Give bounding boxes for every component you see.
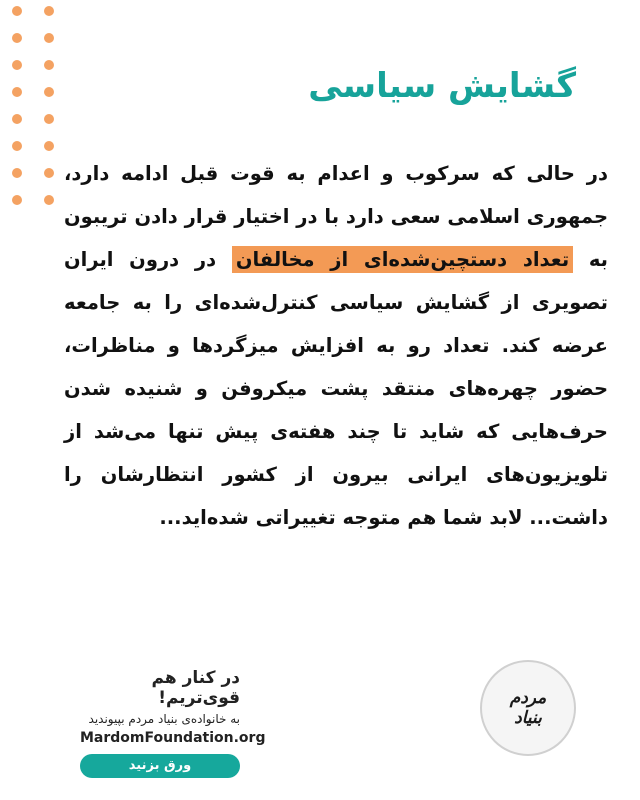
article-body [64, 152, 608, 539]
dot [12, 87, 22, 97]
dot [12, 195, 22, 205]
dot [44, 60, 54, 70]
body-text-start: در حالی که سرکوب و اعدام به قوت قبل ادامه دارد، جمهوری اسلامی سعی دارد با در اختیار قرار دادن تریبون به [64, 162, 608, 271]
dot [44, 87, 54, 97]
swipe-button[interactable]: ورق بزنید [80, 754, 240, 778]
dot [12, 168, 22, 178]
dot [44, 6, 54, 16]
logo-line-mardom: مردم [509, 688, 547, 708]
dot [12, 141, 22, 151]
dot [12, 33, 22, 43]
dot [44, 168, 54, 178]
dot [12, 60, 22, 70]
body-text-end: در درون ایران تصویری از گشایش سیاسی کنترل‌شده‌ای را به جامعه عرضه کند. تعداد رو به افزایش میزگردها و مناظرات، حضور چهره‌های منتقد پشت میکروفن و شنیده شدن حرف‌هایی که شاید تا چند هفته‌ی پیش تنها می‌شد از تلویزیون‌های ایرانی بیرون از کشور انتظارشان را داشت... لابد شما هم متوجه تغییراتی شده‌اید... [64, 248, 608, 529]
cta-heading: در کنار هم قوی‌تریم! [151, 668, 240, 708]
highlighted-phrase: تعداد دستچین‌شده‌ای از مخالفان [232, 246, 573, 273]
dot [12, 6, 22, 16]
dot [44, 195, 54, 205]
call-to-action [80, 668, 266, 778]
decorative-dots [12, 6, 54, 205]
page-title: گشایش سیاسی [308, 66, 576, 106]
dot [44, 141, 54, 151]
logo-line-bonyad: بنیاد [514, 708, 542, 728]
dot [44, 33, 54, 43]
dot [12, 114, 22, 124]
website-link[interactable]: MardomFoundation.org [80, 730, 266, 746]
dot [44, 114, 54, 124]
foundation-logo [480, 660, 576, 756]
cta-subheading: به خانواده‌ی بنیاد مردم بپیوندید [88, 712, 240, 726]
